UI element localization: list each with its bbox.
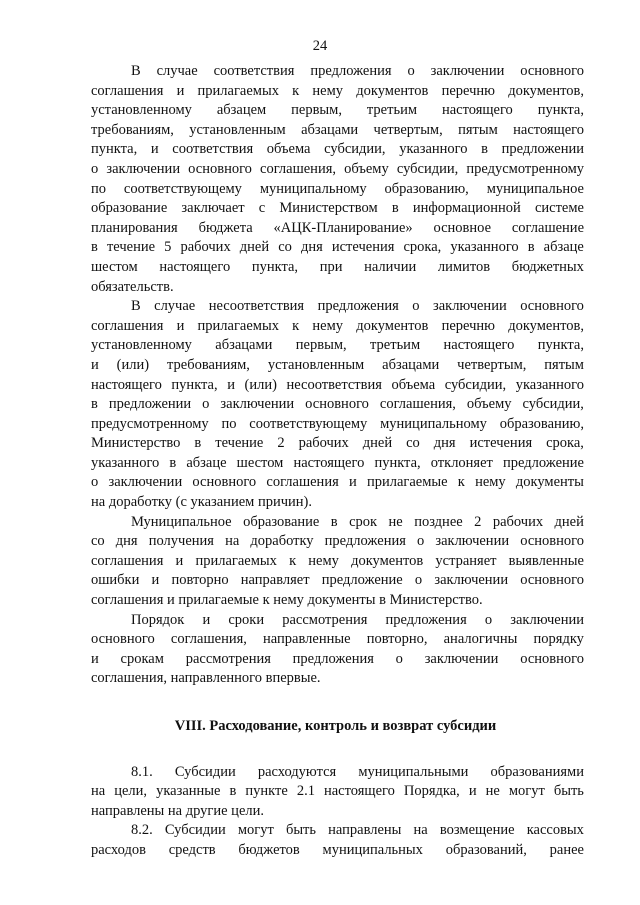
text-line: установленному абзацами первым, третьим настоящего пункта, [91, 337, 584, 354]
text-line: 8.2. Субсидии могут быть направлены на возмещение кассовых [131, 822, 584, 839]
text-line: соглашения и прилагаемых к нему документов перечню документов, [91, 317, 584, 334]
text-line: соглашения, направленного впервые. [91, 670, 321, 687]
paragraph [91, 513, 584, 611]
text-line: и срокам рассмотрения предложения о заключении основного [91, 650, 584, 667]
text-line: со дня получения на доработку предложения о заключении основного [91, 533, 584, 550]
text-line: соглашения и прилагаемые к нему документы в Министерство. [91, 592, 483, 609]
text-line: установленному абзацем первым, третьим настоящего пункта, [91, 102, 584, 119]
text-line: требованиям, установленным абзацами четвертым, пятым настоящего [91, 121, 584, 138]
text-line: предусмотренному по соответствующему муниципальному образованию, [91, 415, 584, 432]
text-line: в предложении о заключении основного соглашения, объему субсидии, [91, 396, 584, 413]
paragraph [91, 821, 584, 860]
text-line: основного соглашения, направленные повторно, аналогичны порядку [91, 631, 584, 648]
text-line: Порядок и сроки рассмотрения предложения о заключении [131, 611, 584, 628]
text-line: по соответствующему муниципальному образованию, муниципальное [91, 180, 584, 197]
text-line: В случае несоответствия предложения о заключении основного [131, 298, 584, 315]
document-body [91, 62, 584, 861]
paragraph [91, 62, 584, 297]
text-line: соглашения и прилагаемых к нему документов перечню документов, [91, 82, 584, 99]
text-line: о заключении основного соглашения, объему субсидии, предусмотренному [91, 160, 584, 177]
text-line: расходов средств бюджетов муниципальных образований, ранее [91, 841, 584, 858]
paragraph [91, 763, 584, 822]
text-line: и (или) требованиям, установленным абзацами четвертым, пятым [91, 356, 584, 373]
text-line: соглашения и прилагаемых к нему документов устраняет выявленные [91, 552, 584, 569]
text-line: на цели, указанные в пункте 2.1 настоящего Порядка, и не могут быть [91, 783, 584, 800]
text-line: направлены на другие цели. [91, 802, 264, 819]
text-line: ошибки и повторно направляет предложение о заключении основного [91, 572, 584, 589]
text-line: Министерство в течение 2 рабочих дней со дня истечения срока, [91, 435, 584, 452]
text-line: обязательств. [91, 278, 174, 295]
paragraph [91, 297, 584, 513]
section-heading: VIII. Расходование, контроль и возврат субсидии [174, 718, 497, 734]
page-number: 24 [312, 38, 328, 54]
text-line: настоящего пункта, и (или) несоответствия объема субсидии, указанного [91, 376, 584, 393]
text-line: планирования бюджета «АЦК-Планирование» основное соглашение [91, 219, 584, 236]
text-line: шестом настоящего пункта, при наличии лимитов бюджетных [91, 258, 584, 275]
text-line: образование заключает с Министерством в информационной системе [91, 200, 584, 217]
text-line: в течение 5 рабочих дней со дня истечения срока, указанного в абзаце [91, 239, 584, 256]
text-line: В случае соответствия предложения о заключении основного [131, 63, 584, 79]
text-line: Муниципальное образование в срок не позднее 2 рабочих дней [131, 513, 584, 530]
text-line: о заключении основного соглашения и прилагаемые к нему документы [91, 474, 584, 491]
text-line: 8.1. Субсидии расходуются муниципальными образованиями [131, 763, 584, 780]
paragraph [91, 611, 584, 689]
text-line: на доработку (с указанием причин). [91, 494, 312, 511]
text-line: указанного в абзаце шестом настоящего пункта, отклоняет предложение [91, 454, 584, 471]
text-line: пункта, и соответствия объема субсидии, указанного в предложении [91, 141, 584, 158]
